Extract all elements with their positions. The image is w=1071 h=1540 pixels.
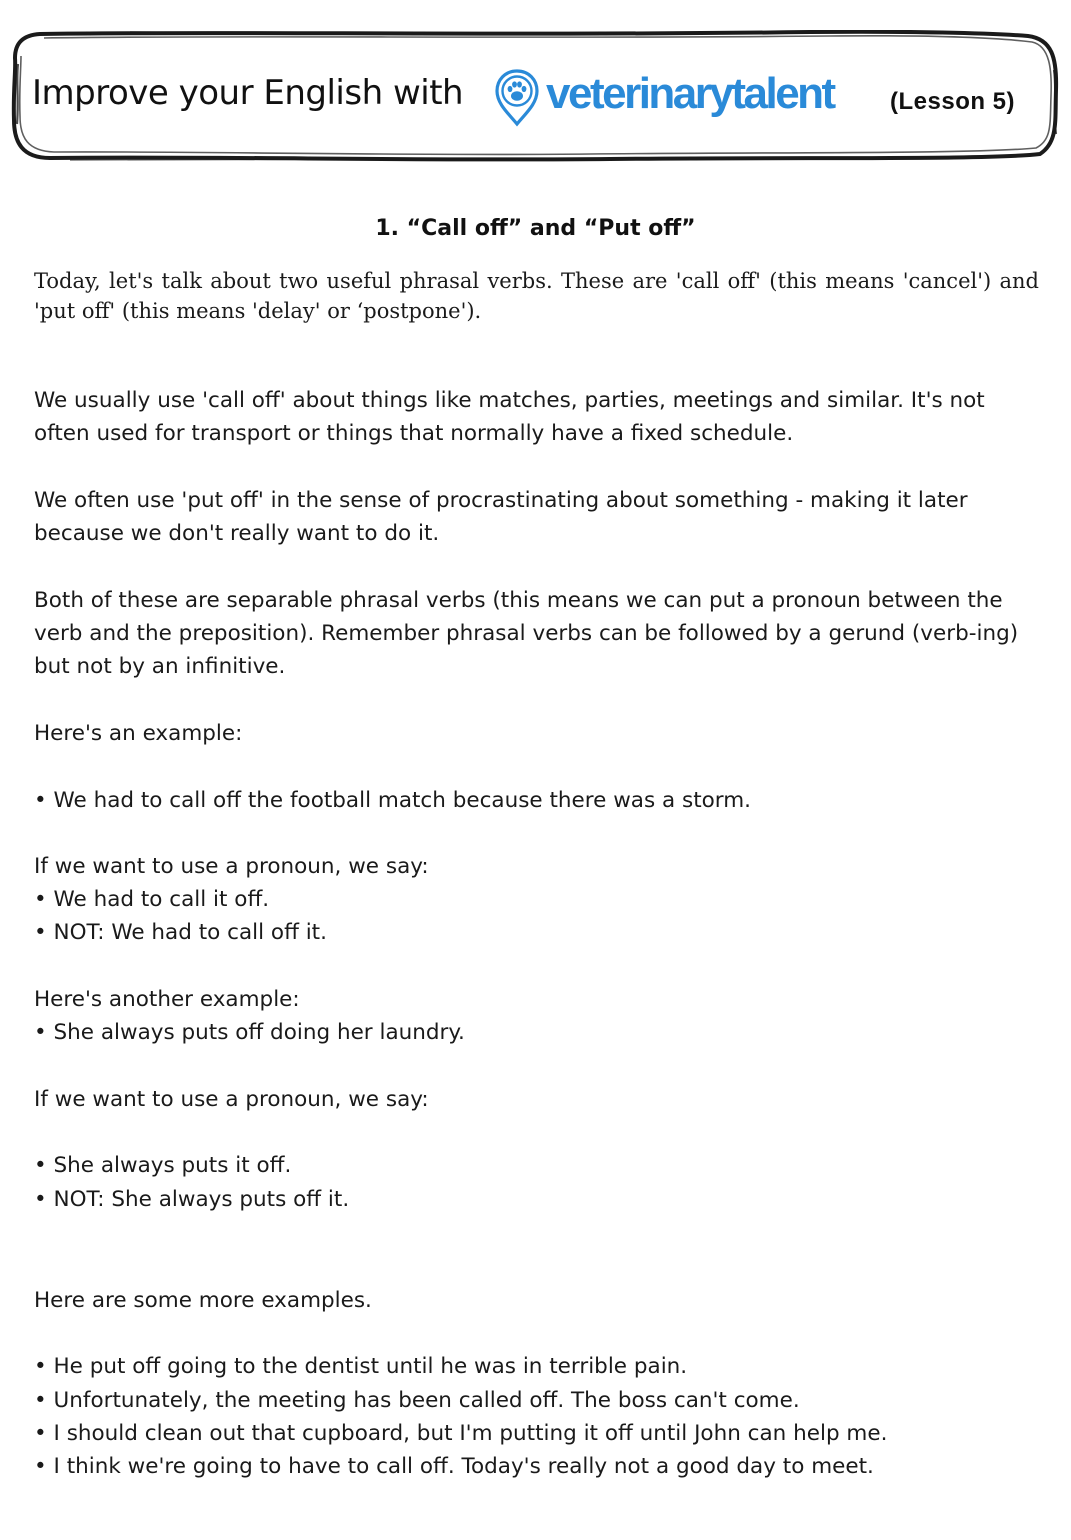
banner-title: Improve your English with <box>32 73 464 113</box>
list-item: • I think we're going to have to call off. Today's really not a good day to meet. <box>34 1454 874 1479</box>
pronoun-intro: If we want to use a pronoun, we say: <box>34 1087 429 1112</box>
pronoun-bullet: • She always puts it off. <box>34 1153 292 1178</box>
paw-location-pin-icon <box>494 68 540 128</box>
put-off-paragraph: We often use 'put off' in the sense of procrastinating about something - making it later because we don't really want to do it. <box>34 488 968 546</box>
section-heading: 1. “Call off” and “Put off” <box>375 216 696 241</box>
pronoun-bullet-incorrect: • NOT: She always puts off it. <box>34 1187 350 1212</box>
intro-paragraph: Today, let's talk about two useful phrasal verbs. These are 'call off' (this means 'cancel') and 'put off' (this means 'delay' or ‘postpone'). <box>34 269 1039 323</box>
pronoun-intro: If we want to use a pronoun, we say: <box>34 854 429 879</box>
example-bullet: • We had to call off the football match because there was a storm. <box>34 788 752 813</box>
list-item: • Unfortunately, the meeting has been called off. The boss can't come. <box>34 1388 800 1413</box>
separable-paragraph: Both of these are separable phrasal verbs (this means we can put a pronoun between the verb and the preposition). Remember phrasal verbs can be followed by a gerund (verb-ing) but not by an infinitive. <box>34 588 1019 679</box>
pronoun-bullet: • We had to call it off. <box>34 887 270 912</box>
another-example-intro: Here's another example: <box>34 987 300 1012</box>
header-banner <box>10 30 1060 162</box>
more-examples-intro: Here are some more examples. <box>34 1288 372 1313</box>
logo-wordmark: veterinarytalent <box>546 69 834 118</box>
veterinarytalent-logo <box>494 66 834 130</box>
list-item: • He put off going to the dentist until he was in terrible pain. <box>34 1354 688 1379</box>
list-item: • I should clean out that cupboard, but I'm putting it off until John can help me. <box>34 1421 888 1446</box>
example-intro: Here's an example: <box>34 721 243 746</box>
call-off-paragraph: We usually use 'call off' about things like matches, parties, meetings and similar. It's not often used for transport or things that normally have a fixed schedule. <box>34 388 985 446</box>
pronoun-bullet-incorrect: • NOT: We had to call off it. <box>34 920 327 945</box>
lesson-number: (Lesson 5) <box>890 88 1016 115</box>
example-bullet: • She always puts off doing her laundry. <box>34 1020 465 1045</box>
